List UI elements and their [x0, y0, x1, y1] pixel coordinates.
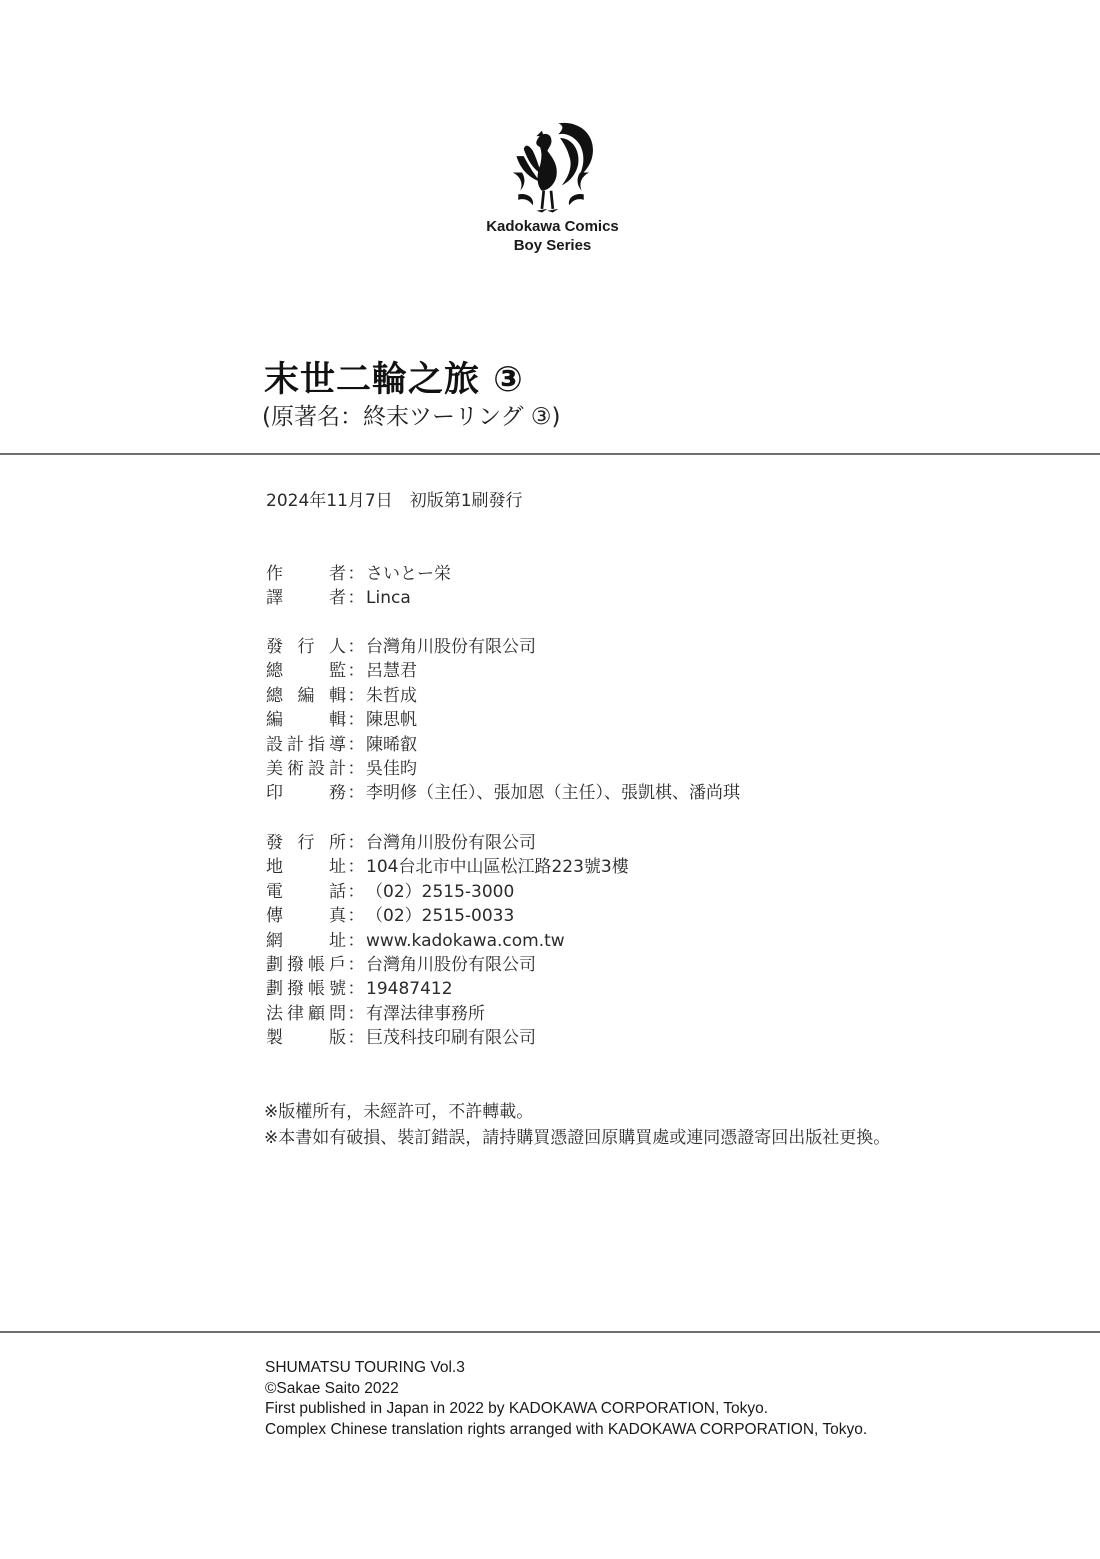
credit-label-char: 製 [266, 1028, 283, 1049]
credit-label-char: 監 [329, 661, 346, 682]
note-line: ※本書如有破損、裝訂錯誤，請持購買憑證回原購買處或連同憑證寄回出版社更換。 [264, 1128, 891, 1148]
credit-row [266, 781, 740, 805]
credit-label-char: 總 [266, 685, 283, 706]
credit-label-char: 導 [329, 734, 346, 755]
credit-row [266, 1002, 629, 1026]
credit-label [266, 1026, 346, 1050]
credit-label [266, 733, 346, 757]
credit-label-char: 編 [266, 710, 283, 731]
credit-value: 台灣角川股份有限公司 [366, 637, 536, 657]
credit-label-char: 發 [266, 637, 283, 657]
credit-label-char: 者 [329, 564, 346, 584]
credit-separator: ： [347, 734, 365, 755]
credit-label [266, 562, 346, 586]
credit-row [266, 929, 629, 953]
divider-bottom [0, 1331, 1100, 1333]
credit-separator: ： [347, 758, 365, 779]
credit-separator: ： [347, 710, 365, 731]
credit-label-char: 輯 [329, 685, 346, 706]
credit-label-char: 務 [329, 783, 346, 804]
credits-authors [266, 562, 451, 611]
credit-row [266, 977, 629, 1001]
credits-publisher [266, 831, 629, 1051]
credit-separator: ： [347, 1028, 365, 1049]
credit-value: （02）2515-3000 [366, 881, 515, 902]
note-line: ※版權所有，未經許可，不許轉載。 [264, 1102, 534, 1122]
credit-separator: ： [347, 564, 365, 584]
credit-separator: ： [347, 833, 365, 853]
credit-label-char: 計 [287, 734, 304, 755]
credit-value: 104台北市中山區松江路223號3樓 [366, 857, 629, 878]
credit-label [266, 659, 346, 683]
credit-row [266, 1026, 629, 1050]
credit-label-char: 美 [266, 758, 283, 779]
credit-separator: ： [347, 661, 365, 682]
credit-label [266, 880, 346, 904]
credit-label-char: 劃 [266, 954, 283, 975]
credit-row [266, 635, 740, 659]
credits-staff [266, 635, 740, 806]
credit-label-char: 術 [287, 758, 304, 779]
credit-value: Linca [366, 588, 411, 609]
book-title: 末世二輪之旅 ③ [264, 360, 524, 400]
credit-value: 朱哲成 [366, 685, 417, 706]
rights-notes [264, 1099, 890, 1151]
credit-label-char: 總 [266, 661, 283, 682]
credit-label-char: 網 [266, 930, 283, 951]
credit-label-char: 發 [266, 833, 283, 853]
credit-separator: ： [347, 637, 365, 657]
credit-label-char: 者 [329, 588, 346, 609]
credit-label [266, 757, 346, 781]
credit-label [266, 855, 346, 879]
credit-row [266, 684, 740, 708]
credit-label [266, 929, 346, 953]
credit-label [266, 586, 346, 610]
credit-label-char: 地 [266, 857, 283, 878]
credit-value: 陳晞叡 [366, 734, 417, 755]
credit-label-char: 址 [329, 930, 346, 951]
credit-value: 巨茂科技印刷有限公司 [366, 1028, 536, 1049]
credit-value: 陳思帆 [366, 710, 417, 731]
credit-row [266, 831, 629, 855]
credit-value: （02）2515-0033 [366, 906, 515, 927]
credit-separator: ： [347, 857, 365, 878]
credit-label-char: 律 [287, 1003, 304, 1024]
credit-label-char: 編 [297, 685, 315, 706]
credit-label-char: 版 [329, 1028, 346, 1049]
credit-row [266, 904, 629, 928]
credit-label-char: 傳 [266, 906, 283, 927]
credit-label-char: 行 [297, 637, 315, 657]
credit-separator: ： [347, 954, 365, 975]
credit-label-char: 問 [329, 1003, 346, 1024]
credit-label-char: 印 [266, 783, 283, 804]
copyright-block [265, 1358, 867, 1440]
credit-value: 19487412 [366, 979, 453, 1000]
credit-label-char: 譯 [266, 588, 283, 609]
credit-label [266, 904, 346, 928]
credit-label-char: 行 [297, 833, 315, 853]
credit-label-char: 所 [329, 833, 346, 853]
edition-line: 2024年11月7日 初版第1刷發行 [266, 491, 523, 511]
credit-value: 吳佳昀 [366, 758, 417, 779]
copyright-notice: ©Sakae Saito 2022 [265, 1379, 399, 1397]
credit-label-char: 作 [266, 564, 283, 584]
credit-label-char: 電 [266, 881, 283, 902]
credit-separator: ： [347, 906, 365, 927]
original-title-en: SHUMATSU TOURING Vol.3 [265, 1359, 465, 1376]
credit-separator: ： [347, 1003, 365, 1024]
credit-label-char: 顧 [308, 1003, 325, 1024]
credit-label-char: 輯 [329, 710, 346, 731]
credit-label-char: 計 [329, 758, 346, 779]
credit-label [266, 635, 346, 659]
credit-label-char: 指 [308, 734, 325, 755]
credit-row [266, 733, 740, 757]
credit-label-char: 劃 [266, 979, 283, 1000]
credit-row [266, 708, 740, 732]
translation-rights-notice: Complex Chinese translation rights arranged with KADOKAWA CORPORATION, Tokyo. [265, 1420, 868, 1438]
credit-label [266, 1002, 346, 1026]
credit-separator: ： [347, 930, 365, 951]
credit-label [266, 953, 346, 977]
credit-label-char: 真 [329, 906, 346, 927]
credit-label-char: 撥 [287, 979, 304, 1000]
credit-label-char: 號 [329, 979, 346, 1000]
credit-label [266, 977, 346, 1001]
credit-row [266, 880, 629, 904]
credit-value: 台灣角川股份有限公司 [366, 833, 536, 853]
brand-line-2: Boy Series [513, 237, 592, 254]
phoenix-logo-icon [505, 118, 597, 218]
credit-label-char: 設 [308, 758, 325, 779]
credit-separator: ： [347, 881, 365, 902]
credit-label-char: 帳 [308, 954, 325, 975]
credit-row [266, 659, 740, 683]
credit-label-char: 戶 [329, 954, 346, 975]
divider-top [0, 453, 1100, 455]
credit-label [266, 831, 346, 855]
credit-separator: ： [347, 685, 365, 706]
credit-separator: ： [347, 783, 365, 804]
credit-row [266, 855, 629, 879]
credit-separator: ： [347, 979, 365, 1000]
credit-row [266, 562, 451, 586]
credit-separator: ： [347, 588, 365, 609]
credit-value: 李明修（主任）、張加恩（主任）、張凱棋、潘尚琪 [366, 783, 740, 804]
credit-row [266, 757, 740, 781]
credit-value: 呂慧君 [366, 661, 417, 682]
credit-label [266, 708, 346, 732]
credit-label [266, 684, 346, 708]
credit-row [266, 586, 451, 610]
credit-label-char: 址 [329, 857, 346, 878]
credit-label-char: 人 [329, 637, 346, 657]
credit-label [266, 781, 346, 805]
credit-row [266, 953, 629, 977]
credit-label-char: 法 [266, 1003, 283, 1024]
credit-label-char: 帳 [308, 979, 325, 1000]
credit-value: www.kadokawa.com.tw [366, 930, 565, 951]
credit-value: 有澤法律事務所 [366, 1003, 485, 1024]
original-title: (原著名：終末ツーリング ③) [262, 404, 561, 430]
credit-label-char: 撥 [287, 954, 304, 975]
credit-label-char: 話 [329, 881, 346, 902]
credit-label-char: 設 [266, 734, 283, 755]
publication-notice: First published in Japan in 2022 by KADOKAWA CORPORATION, Tokyo. [265, 1400, 769, 1417]
credit-value: さいとー栄 [366, 564, 451, 584]
brand-line-1: Kadokawa Comics [486, 218, 619, 235]
credit-value: 台灣角川股份有限公司 [366, 954, 536, 975]
